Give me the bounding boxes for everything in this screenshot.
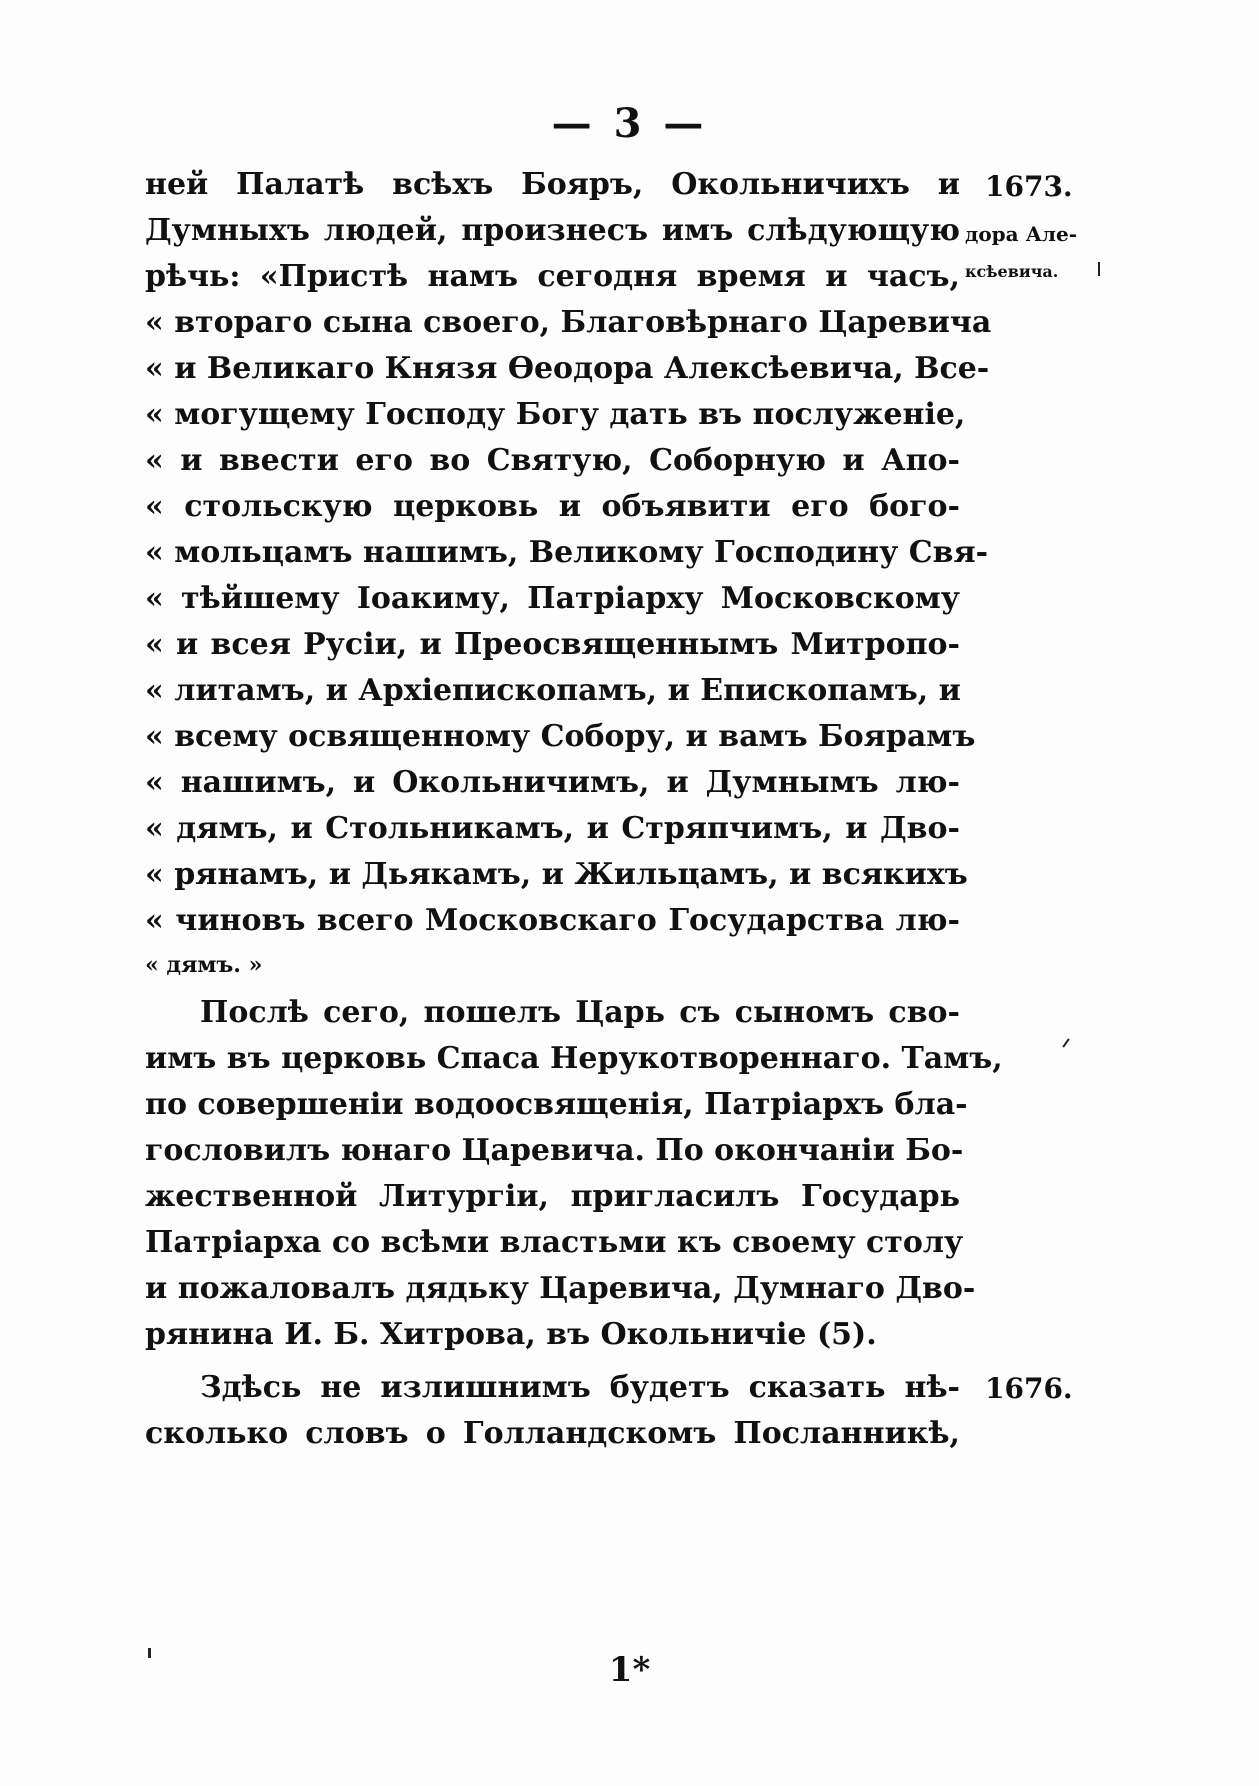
- text-line: Патріарха со всѣми властьми къ своему столу: [145, 1225, 964, 1260]
- text-line: рѣчь: «Пристѣ намъ сегодня время и часъ,: [145, 259, 960, 294]
- margin-note-line2: ксѣевича.: [965, 262, 1059, 281]
- text-line: « рянамъ, и Дьякамъ, и Жильцамъ, и всякихъ: [145, 857, 968, 892]
- margin-year-1673: 1673.: [985, 170, 1073, 203]
- text-line: Думныхъ людей, произнесъ имъ слѣдующую: [145, 213, 960, 248]
- text-line: « всему освященному Собору, и вамъ Боярамъ: [145, 719, 976, 754]
- margin-year-1676: 1676.: [985, 1372, 1073, 1405]
- scan-speck: [1062, 1038, 1069, 1047]
- text-line: сколько словъ о Голландскомъ Посланникѣ,: [145, 1416, 960, 1451]
- scan-speck: [1098, 262, 1100, 276]
- text-line: « литамъ, и Архіепископамъ, и Епископамъ, и: [145, 673, 961, 708]
- text-line: гословилъ юнаго Царевича. По окончаніи Бо-: [145, 1133, 964, 1168]
- text-line: по совершеніи водоосвященія, Патріархъ бла-: [145, 1087, 968, 1122]
- text-line: « и Великаго Князя Өеодора Алексѣевича, Все-: [145, 351, 990, 386]
- text-line: « и ввести его во Святую, Соборную и Апо-: [145, 443, 960, 478]
- text-line: « дямъ. »: [145, 952, 263, 978]
- text-line: жественной Литургіи, пригласилъ Государь: [145, 1179, 960, 1214]
- text-line: « втораго сына своего, Благовѣрнаго Царевича: [145, 305, 992, 340]
- text-line: и пожаловалъ дядьку Царевича, Думнаго Дво-: [145, 1271, 976, 1306]
- text-line: « могущему Господу Богу дать въ послуженіе,: [145, 397, 966, 432]
- signature-mark: 1*: [608, 1650, 651, 1690]
- text-line: « мольцамъ нашимъ, Великому Господину Свя-: [145, 535, 989, 570]
- paragraph-start-line: Здѣсь не излишнимъ будетъ сказать нѣ-: [200, 1370, 960, 1405]
- text-line: « стольскую церковь и объявити его бого-: [145, 489, 960, 524]
- margin-note-line1: дора Але-: [965, 222, 1077, 246]
- text-line: рянина И. Б. Хитрова, въ Окольничіе (5).: [145, 1317, 877, 1352]
- text-line: « тѣйшему Іоакиму, Патріарху Московскому: [145, 581, 960, 616]
- text-line: имъ въ церковь Спаса Нерукотвореннаго. Тамъ,: [145, 1041, 1003, 1076]
- text-line: « дямъ, и Стольникамъ, и Стряпчимъ, и Дво-: [145, 811, 960, 846]
- page-number: — 3 —: [551, 100, 708, 147]
- text-line: « чиновъ всего Московскаго Государства лю-: [145, 903, 960, 938]
- text-line: ней Палатѣ всѣхъ Бояръ, Окольничихъ и: [145, 167, 960, 202]
- text-line: « нашимъ, и Окольничимъ, и Думнымъ лю-: [145, 765, 960, 800]
- paragraph-start-line: Послѣ сего, пошелъ Царь съ сыномъ сво-: [200, 995, 960, 1030]
- text-line: « и всея Русіи, и Преосвященнымъ Митропо-: [145, 627, 960, 662]
